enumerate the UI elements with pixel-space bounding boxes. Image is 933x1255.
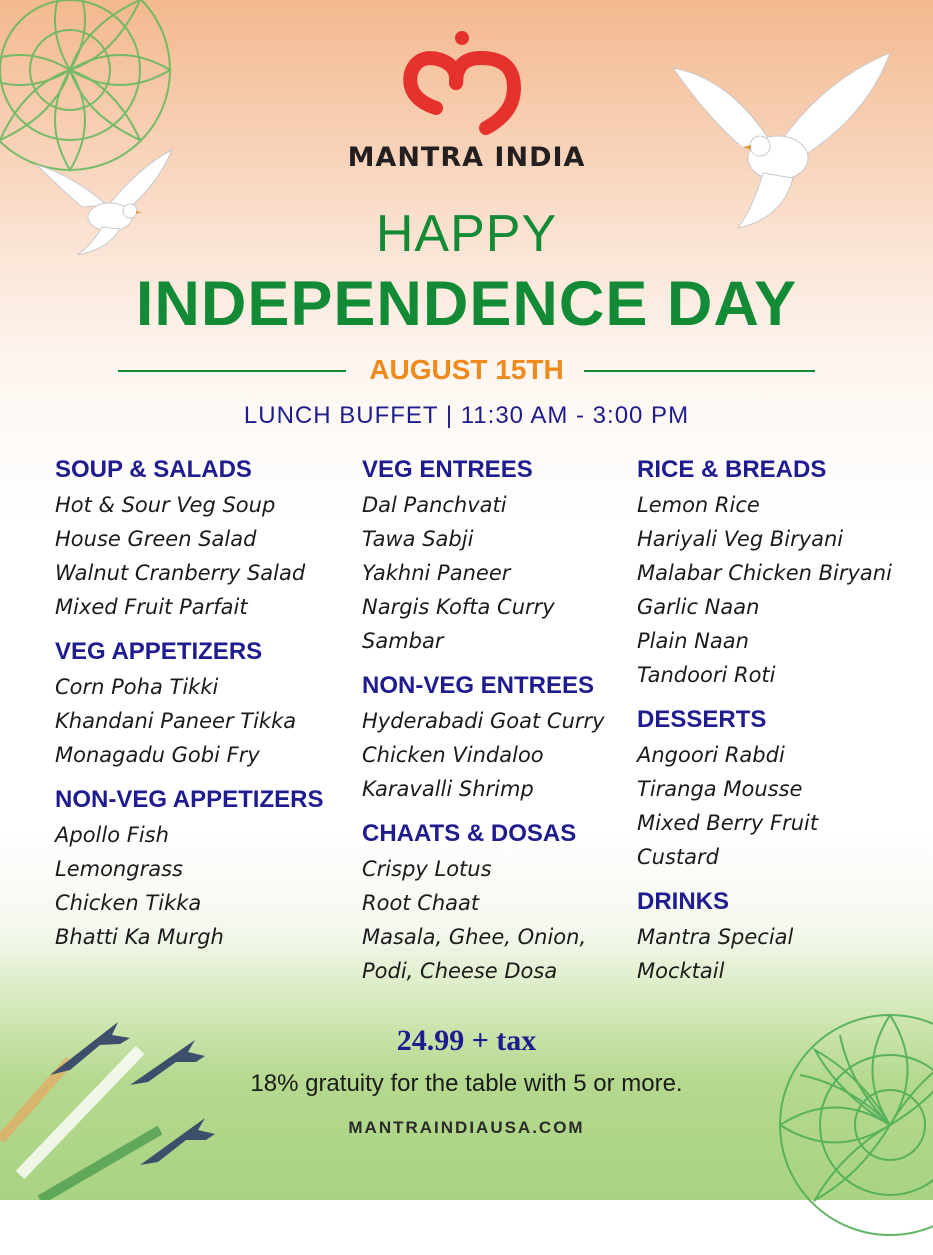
website-link[interactable]: MANTRAINDIAUSA.COM [348,1118,585,1137]
buffet-hours: LUNCH BUFFET | 11:30 AM - 3:00 PM [243,402,690,429]
menu-column [637,456,892,1002]
menu-item: Apollo Fish [55,823,169,847]
menu-item: Mocktail [637,959,725,983]
menu-section-title: VEG APPETIZERS [55,638,263,665]
menu-section-title: SOUP & SALADS [55,456,252,483]
menu-item: Root Chaat [362,891,480,915]
menu-section [637,706,892,874]
menu-column [362,456,605,1002]
menu-item: Bhatti Ka Murgh [55,925,224,949]
mandala-icon [740,975,933,1255]
menu-item: Malabar Chicken Biryani [637,561,892,585]
menu-item: Custard [637,845,719,869]
mantra-om-logo [396,28,536,143]
menu-section [55,456,323,624]
menu-item: Mixed Berry Fruit [637,811,819,835]
menu-item: Lemongrass [55,857,183,881]
headline-happy: HAPPY [375,205,558,263]
menu-item: Crispy Lotus [362,857,492,881]
menu-section-title: VEG ENTREES [362,456,533,483]
menu-item: Karavalli Shrimp [362,777,534,801]
menu-item: Tawa Sabji [362,527,474,551]
menu-item: Lemon Rice [637,493,760,517]
menu-section [55,638,323,772]
menu-section [637,456,892,692]
menu-item: House Green Salad [55,527,257,551]
brand-name: MANTRA INDIA [347,142,586,173]
menu-item: Podi, Cheese Dosa [362,959,558,983]
price: 24.99 + tax [396,1024,537,1057]
menu-item: Plain Naan [637,629,749,653]
menu-section [362,820,605,988]
menu-item: Monagadu Gobi Fry [55,743,260,767]
event-date: AUGUST 15TH [369,354,564,385]
menu-item: Mixed Fruit Parfait [55,595,248,619]
menu-item: Nargis Kofta Curry [362,595,555,619]
menu-section-title: DRINKS [637,888,730,915]
menu-item: Angoori Rabdi [637,743,785,767]
menu-section-title: DESSERTS [637,706,767,733]
menu-item: Mantra Special [637,925,794,949]
menu-section-title: NON-VEG APPETIZERS [55,786,324,813]
menu-item: Dal Panchvati [362,493,507,517]
gratuity-note: 18% gratuity for the table with 5 or more. [250,1070,683,1097]
menu-item: Chicken Vindaloo [362,743,544,767]
menu-item: Hyderabadi Goat Curry [362,709,605,733]
menu-section-title: NON-VEG ENTREES [362,672,595,699]
menu-section [362,672,605,806]
menu-section-title: RICE & BREADS [637,456,827,483]
menu-section-title: CHAATS & DOSAS [362,820,577,847]
menu-section [637,888,892,988]
menu-item: Tiranga Mousse [637,777,803,801]
menu-item: Hariyali Veg Biryani [637,527,844,551]
menu-item: Corn Poha Tikki [55,675,219,699]
menu-section [55,786,323,954]
menu-column [55,456,323,968]
menu-item: Garlic Naan [637,595,760,619]
headline-independence-day: INDEPENDENCE DAY [135,269,798,339]
menu-item: Tandoori Roti [637,663,776,687]
menu-item: Masala, Ghee, Onion, [362,925,587,949]
menu-section [362,456,605,658]
menu-item: Hot & Sour Veg Soup [55,493,276,517]
menu-item: Yakhni Paneer [362,561,511,585]
menu-item: Chicken Tikka [55,891,202,915]
menu-item: Sambar [362,629,444,653]
menu-item: Walnut Cranberry Salad [55,561,306,585]
menu-item: Khandani Paneer Tikka [55,709,297,733]
